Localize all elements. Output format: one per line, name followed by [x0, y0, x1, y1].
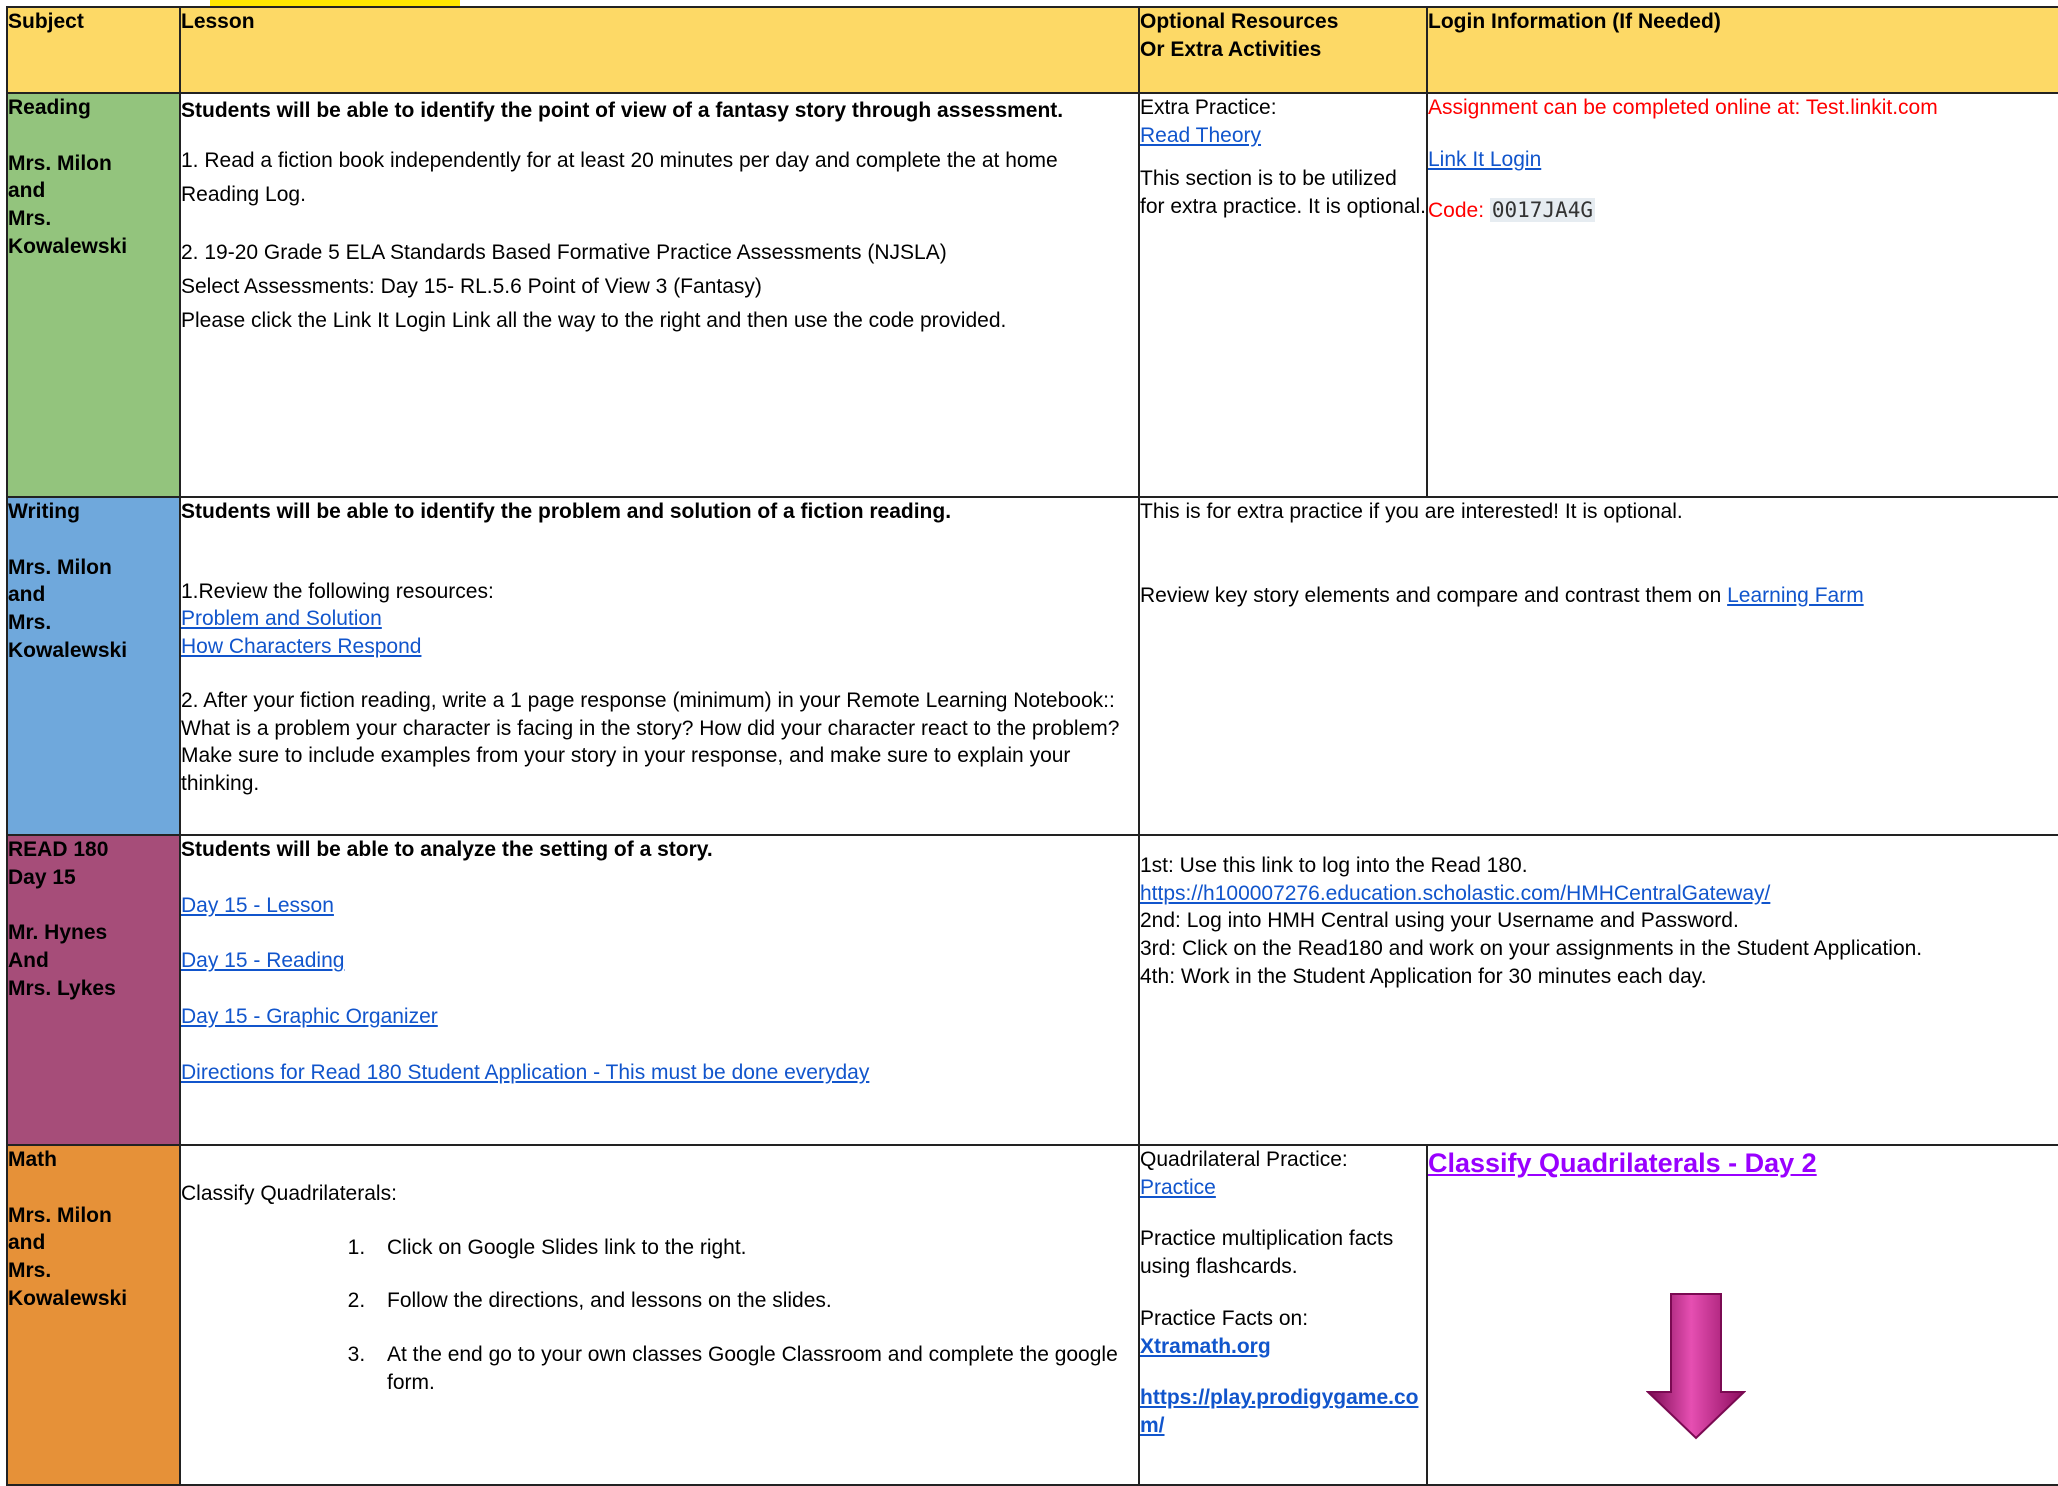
read180-extra-cell — [1139, 835, 2058, 1145]
math-step: 1. Click on Google Slides link to the right. — [371, 1234, 1138, 1262]
writing-step-2: 2. After your fiction reading, write a 1 page response (minimum) in your Remote Learning Notebook:: What is a problem your character is facing in the story? How did your character react to the problem? Make sure to include examples from your story in your response, and make sure to explain your thinking. — [181, 688, 1120, 796]
writing-extra-line1: This is for extra practice if you are interested! It is optional. — [1140, 500, 1683, 523]
math-login-cell — [1427, 1145, 2058, 1485]
writing-extra-cell — [1139, 497, 2058, 835]
reading-extra-cell — [1139, 93, 1427, 497]
read180-subject-cell — [7, 835, 180, 1145]
multiplication-note: Practice multiplication facts using flashcards. — [1140, 1227, 1394, 1279]
xtramath-link[interactable]: Xtramath.org — [1140, 1334, 1271, 1358]
math-subject-cell — [7, 1145, 180, 1485]
header-subject: Subject — [7, 7, 180, 93]
header-login: Login Information (If Needed) — [1427, 7, 2058, 93]
subject-name: Reading — [8, 96, 91, 119]
read180-directions-link[interactable]: Directions for Read 180 Student Application - This must be done everyday — [181, 1060, 870, 1084]
hmh-central-link[interactable]: https://h100007276.education.scholastic.com/HMHCentralGateway/ — [1140, 881, 1771, 905]
day15-lesson-link[interactable]: Day 15 - Lesson — [181, 893, 334, 917]
teacher-name: Kowalewski — [8, 638, 128, 662]
writing-step-1: 1.Review the following resources: — [181, 579, 494, 603]
math-lesson-cell — [180, 1145, 1139, 1485]
teacher-conj: and — [8, 179, 46, 203]
header-optional — [1139, 7, 1427, 93]
teacher-name: Mr. Hynes — [8, 921, 108, 945]
subject-name: Writing — [8, 500, 80, 523]
read180-step-4: 4th: Work in the Student Application for 30 minutes each day. — [1140, 964, 1707, 988]
writing-lesson-cell — [180, 497, 1139, 835]
practice-link[interactable]: Practice — [1140, 1175, 1216, 1199]
login-note: Assignment can be completed online at: Test.linkit.com — [1428, 96, 1938, 119]
teacher-conj: And — [8, 949, 49, 973]
reading-step-2b: Select Assessments: Day 15- RL.5.6 Point of View 3 (Fantasy) — [181, 275, 762, 299]
math-step: 3. At the end go to your own classes Google Classroom and complete the google form. — [371, 1341, 1138, 1396]
quadrilateral-practice-label: Quadrilateral Practice: — [1140, 1148, 1348, 1171]
teacher-name: Mrs. — [8, 1259, 52, 1283]
writing-row — [7, 497, 2058, 835]
subject-day: Day 15 — [8, 865, 76, 889]
reading-subject-cell — [7, 93, 180, 497]
teacher-name: Mrs. Milon — [8, 151, 112, 175]
learning-farm-link[interactable]: Learning Farm — [1727, 583, 1864, 607]
reading-step-2a: 2. 19-20 Grade 5 ELA Standards Based Formative Practice Assessments (NJSLA) — [181, 241, 947, 265]
practice-facts-label: Practice Facts on: — [1140, 1306, 1309, 1330]
teacher-name: Mrs. — [8, 207, 52, 231]
subject-name: READ 180 — [8, 838, 109, 861]
day15-reading-link[interactable]: Day 15 - Reading — [181, 949, 345, 973]
reading-login-cell — [1427, 93, 2058, 497]
read180-step-2: 2nd: Log into HMH Central using your Username and Password. — [1140, 909, 1739, 933]
math-steps — [181, 1234, 1138, 1397]
read-theory-link[interactable]: Read Theory — [1140, 123, 1262, 147]
problem-solution-link[interactable]: Problem and Solution — [181, 607, 382, 631]
math-step: 2. Follow the directions, and lessons on the slides. — [371, 1287, 1138, 1315]
teacher-name: Mrs. Lykes — [8, 976, 116, 1000]
header-optional-line1: Optional Resources — [1140, 10, 1339, 33]
lesson-plan-table — [6, 6, 2058, 1486]
reading-step-2c: Please click the Link It Login Link all the way to the right and then use the code provided. — [181, 309, 1007, 333]
teacher-name: Mrs. — [8, 611, 52, 635]
reading-objective: Students will be able to identify the point of view of a fantasy story through assessment. — [181, 99, 1064, 122]
teacher-name: Kowalewski — [8, 1286, 128, 1310]
link-it-login-link[interactable]: Link It Login — [1428, 147, 1542, 171]
teacher-name: Mrs. Milon — [8, 1203, 112, 1227]
code-value: 0017JA4G — [1491, 198, 1594, 223]
writing-objective: Students will be able to identify the problem and solution of a fiction reading. — [181, 500, 952, 523]
math-intro: Classify Quadrilaterals: — [181, 1182, 397, 1205]
header-optional-line2: Or Extra Activities — [1140, 37, 1322, 61]
teacher-name: Kowalewski — [8, 234, 128, 258]
read180-step-3: 3rd: Click on the Read180 and work on your assignments in the Student Application. — [1140, 937, 1923, 961]
writing-subject-cell — [7, 497, 180, 835]
teacher-conj: and — [8, 1231, 46, 1255]
subject-name: Math — [8, 1148, 57, 1171]
header-lesson: Lesson — [180, 7, 1139, 93]
code-label: Code: — [1428, 199, 1490, 223]
read180-step-1: 1st: Use this link to log into the Read 180. — [1140, 854, 1528, 877]
read180-lesson-cell — [180, 835, 1139, 1145]
day15-organizer-link[interactable]: Day 15 - Graphic Organizer — [181, 1005, 438, 1029]
teacher-conj: and — [8, 583, 46, 607]
extra-practice-label: Extra Practice: — [1140, 96, 1277, 119]
math-row — [7, 1145, 2058, 1485]
characters-respond-link[interactable]: How Characters Respond — [181, 635, 422, 659]
teacher-name: Mrs. Milon — [8, 555, 112, 579]
math-extra-cell — [1139, 1145, 1427, 1485]
reading-row — [7, 93, 2058, 497]
header-row — [7, 7, 2058, 93]
login-code — [1428, 197, 2058, 225]
reading-lesson-cell — [180, 93, 1139, 497]
read180-objective: Students will be able to analyze the setting of a story. — [181, 838, 713, 861]
read180-row — [7, 835, 2058, 1145]
extra-practice-note: This section is to be utilized for extra practice. It is optional. — [1140, 167, 1426, 219]
reading-step-1: 1. Read a fiction book independently for at least 20 minutes per day and complete the at home Reading Log. — [181, 149, 1058, 207]
writing-extra-line2: Review key story elements and compare and contrast them on Learning Farm — [1140, 583, 1864, 607]
classify-quadrilaterals-link[interactable]: Classify Quadrilaterals - Day 2 — [1428, 1148, 1817, 1178]
down-arrow-icon — [1646, 1292, 1746, 1442]
prodigy-link[interactable]: https://play.prodigygame.com/ — [1140, 1386, 1419, 1438]
